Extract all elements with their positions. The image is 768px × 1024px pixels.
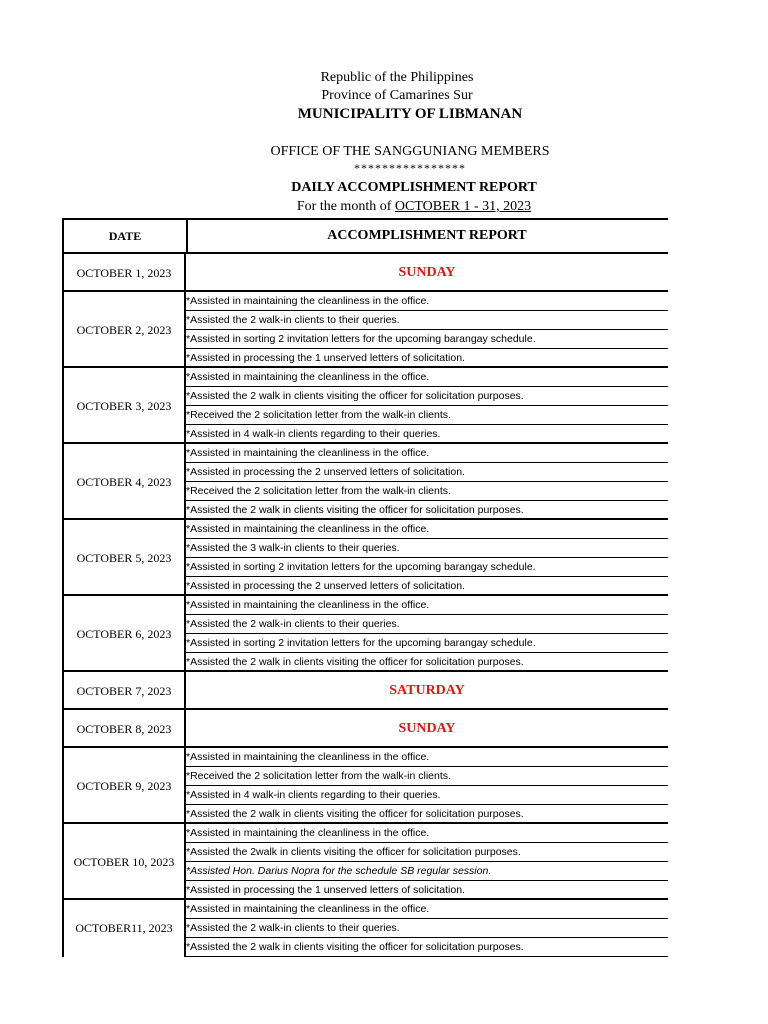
municipality-title: MUNICIPALITY OF LIBMANAN (297, 106, 523, 122)
task-item: *Assisted the 2 walk in clients visiting the officer for solicitation purposes. (186, 938, 668, 957)
task-item: *Assisted in maintaining the cleanliness in the office. (186, 368, 668, 387)
task-item: *Assisted in processing the 1 unserved letters of solicitation. (186, 881, 668, 900)
task-item: *Assisted the 2walk in clients visiting the officer for solicitation purposes. (186, 843, 668, 862)
table-row (62, 748, 668, 824)
task-item: *Assisted in maintaining the cleanliness in the office. (186, 824, 668, 843)
date-cell: OCTOBER 9, 2023 (62, 748, 186, 824)
table-row (62, 254, 668, 292)
date-cell: OCTOBER 2, 2023 (62, 292, 186, 368)
table-row (62, 444, 668, 520)
task-item: *Assisted in maintaining the cleanliness in the office. (186, 520, 668, 539)
task-item: *Assisted in processing the 1 unserved letters of solicitation. (186, 349, 668, 368)
month-period: OCTOBER 1 - 31, 2023 (394, 199, 532, 214)
task-item: *Received the 2 solicitation letter from the walk-in clients. (186, 767, 668, 786)
task-item: *Assisted the 2 walk in clients visiting the officer for solicitation purposes. (186, 653, 668, 672)
task-item: *Assisted in processing the 2 unserved letters of solicitation. (186, 577, 668, 596)
task-item: *Assisted in sorting 2 invitation letters for the upcoming barangay schedule. (186, 330, 668, 349)
date-cell: OCTOBER 8, 2023 (62, 710, 186, 748)
date-cell: OCTOBER 3, 2023 (62, 368, 186, 444)
weekend-label: SATURDAY (389, 683, 465, 698)
date-cell: OCTOBER 10, 2023 (62, 824, 186, 900)
task-item: *Assisted in maintaining the cleanliness in the office. (186, 748, 668, 767)
stars-divider: **************** (354, 161, 466, 175)
task-item: *Received the 2 solicitation letter from the walk-in clients. (186, 406, 668, 425)
table-row (62, 596, 668, 672)
report-period (30, 199, 768, 215)
table-header-row (62, 218, 668, 254)
table-row (62, 672, 668, 710)
table-row (62, 824, 668, 900)
table-row (62, 292, 668, 368)
task-item: *Assisted in maintaining the cleanliness in the office. (186, 596, 668, 615)
date-column-header: DATE (62, 220, 188, 252)
task-item: *Assisted in 4 walk-in clients regarding to their queries. (186, 786, 668, 805)
weekend-label: SUNDAY (398, 265, 456, 280)
task-item: *Assisted in sorting 2 invitation letters for the upcoming barangay schedule. (186, 558, 668, 577)
task-item: *Assisted in sorting 2 invitation letters for the upcoming barangay schedule. (186, 634, 668, 653)
date-cell: OCTOBER 4, 2023 (62, 444, 186, 520)
date-cell: OCTOBER 6, 2023 (62, 596, 186, 672)
table-row (62, 900, 668, 957)
report-title: DAILY ACCOMPLISHMENT REPORT (291, 180, 537, 195)
task-item: *Assisted the 2 walk-in clients to their queries. (186, 615, 668, 634)
month-prefix: For the month of (296, 199, 392, 214)
date-cell: OCTOBER 5, 2023 (62, 520, 186, 596)
task-item: *Assisted the 2 walk in clients visiting the officer for solicitation purposes. (186, 501, 668, 520)
task-item: *Assisted in maintaining the cleanliness in the office. (186, 444, 668, 463)
date-cell: OCTOBER11, 2023 (62, 900, 186, 957)
date-cell: OCTOBER 1, 2023 (62, 254, 186, 292)
report-column-header: ACCOMPLISHMENT REPORT (327, 228, 527, 243)
task-item: *Assisted Hon. Darius Nopra for the schedule SB regular session. (186, 862, 668, 881)
republic-line: Republic of the Philippines (320, 70, 474, 85)
weekend-label: SUNDAY (398, 721, 456, 736)
task-item: *Assisted in maintaining the cleanliness in the office. (186, 292, 668, 311)
table-row (62, 520, 668, 596)
task-item: *Assisted in maintaining the cleanliness in the office. (186, 900, 668, 919)
task-item: *Assisted the 2 walk-in clients to their queries. (186, 919, 668, 938)
task-item: *Received the 2 solicitation letter from the walk-in clients. (186, 482, 668, 501)
table-row (62, 368, 668, 444)
province-line: Province of Camarines Sur (321, 88, 473, 103)
table-row (62, 710, 668, 748)
task-item: *Assisted the 2 walk in clients visiting the officer for solicitation purposes. (186, 805, 668, 824)
task-item: *Assisted the 3 walk-in clients to their queries. (186, 539, 668, 558)
task-item: *Assisted the 2 walk in clients visiting the officer for solicitation purposes. (186, 387, 668, 406)
task-item: *Assisted in processing the 2 unserved letters of solicitation. (186, 463, 668, 482)
office-name: OFFICE OF THE SANGGUNIANG MEMBERS (270, 144, 550, 159)
task-item: *Assisted the 2 walk-in clients to their queries. (186, 311, 668, 330)
date-cell: OCTOBER 7, 2023 (62, 672, 186, 710)
task-item: *Assisted in 4 walk-in clients regarding to their queries. (186, 425, 668, 444)
